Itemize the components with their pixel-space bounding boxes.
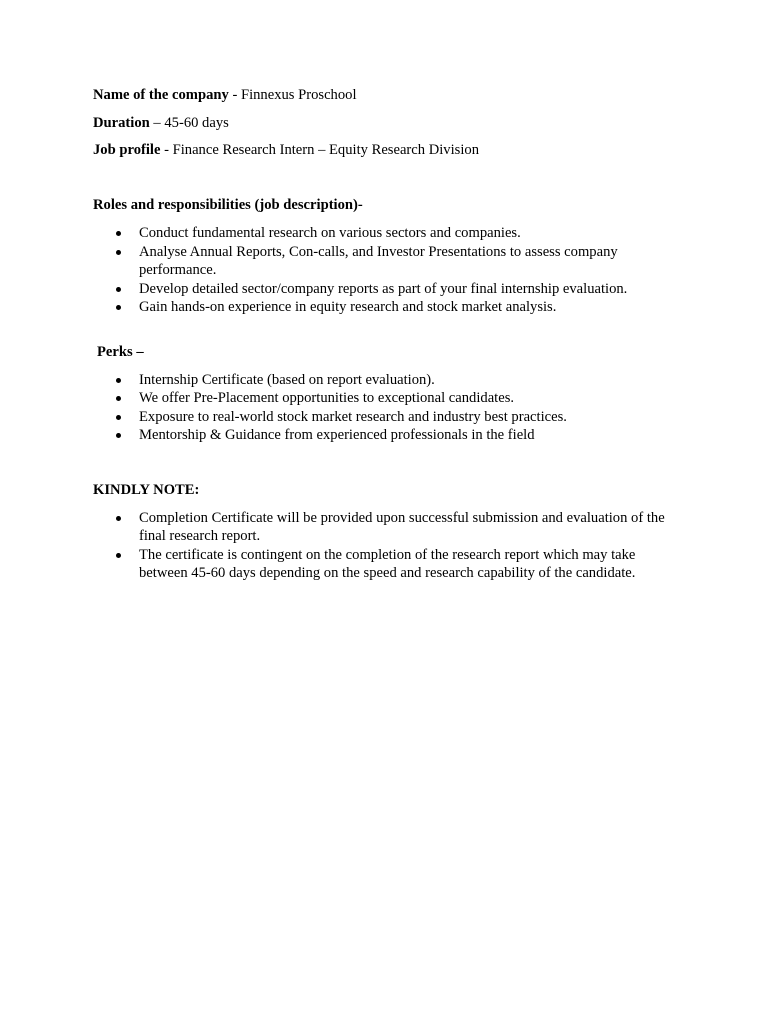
- list-item: [93, 243, 683, 280]
- bullet-icon: [116, 415, 121, 420]
- bullet-icon: [116, 305, 121, 310]
- roles-heading: Roles and responsibilities (job description)-: [93, 197, 363, 213]
- list-item: [93, 389, 683, 408]
- bullet-icon: [116, 433, 121, 438]
- list-item: [93, 546, 683, 583]
- duration-label: Duration: [93, 114, 150, 131]
- list-item: [93, 280, 683, 299]
- job-profile-separator: -: [160, 142, 173, 158]
- duration-value: 45-60 days: [164, 114, 229, 131]
- bullet-icon: [116, 250, 121, 255]
- list-item-text: The certificate is contingent on the completion of the research report which may take between 45-60 days depending on the speed and research capability of the candidate.: [139, 546, 636, 581]
- duration-separator: –: [149, 114, 165, 131]
- company-name-separator: -: [228, 87, 241, 103]
- list-item-text: We offer Pre-Placement opportunities to exceptional candidates.: [139, 390, 515, 406]
- list-item-text: Develop detailed sector/company reports as part of your final internship evaluation.: [139, 280, 628, 297]
- list-item-text: Gain hands-on experience in equity research and stock market analysis.: [139, 299, 557, 315]
- kindly-note-heading: KINDLY NOTE:: [93, 481, 200, 498]
- perks-heading: Perks –: [97, 343, 144, 360]
- list-item-text: Mentorship & Guidance from experienced professionals in the field: [139, 427, 535, 443]
- list-item-text: Completion Certificate will be provided upon successful submission and evaluation of the final research report.: [139, 509, 665, 544]
- bullet-icon: [116, 231, 121, 236]
- bullet-icon: [116, 553, 121, 558]
- bullet-icon: [116, 378, 121, 383]
- list-item: [93, 426, 683, 445]
- kindly-note-list: [93, 509, 683, 583]
- bullet-icon: [116, 396, 121, 401]
- list-item: [93, 509, 683, 546]
- bullet-icon: [116, 287, 121, 292]
- perks-list: [93, 371, 683, 445]
- bullet-icon: [116, 516, 121, 521]
- job-profile-line: [93, 141, 683, 160]
- list-item: [93, 371, 683, 390]
- company-name-line: [93, 86, 683, 105]
- list-item-text: Exposure to real-world stock market research and industry best practices.: [139, 408, 567, 425]
- company-name-value: Finnexus Proschool: [240, 87, 357, 103]
- company-name-label: Name of the company: [93, 87, 229, 103]
- document-page: [93, 86, 683, 583]
- list-item-text: Analyse Annual Reports, Con-calls, and Investor Presentations to assess company performance.: [139, 243, 618, 278]
- list-item-text: Internship Certificate (based on report evaluation).: [139, 371, 435, 388]
- list-item: [93, 224, 683, 243]
- job-profile-value: Finance Research Intern – Equity Research Division: [172, 142, 479, 158]
- list-item-text: Conduct fundamental research on various sectors and companies.: [139, 225, 521, 241]
- duration-line: [93, 114, 683, 133]
- list-item: [93, 408, 683, 427]
- job-profile-label: Job profile: [93, 142, 161, 158]
- list-item: [93, 298, 683, 317]
- roles-list: [93, 224, 683, 317]
